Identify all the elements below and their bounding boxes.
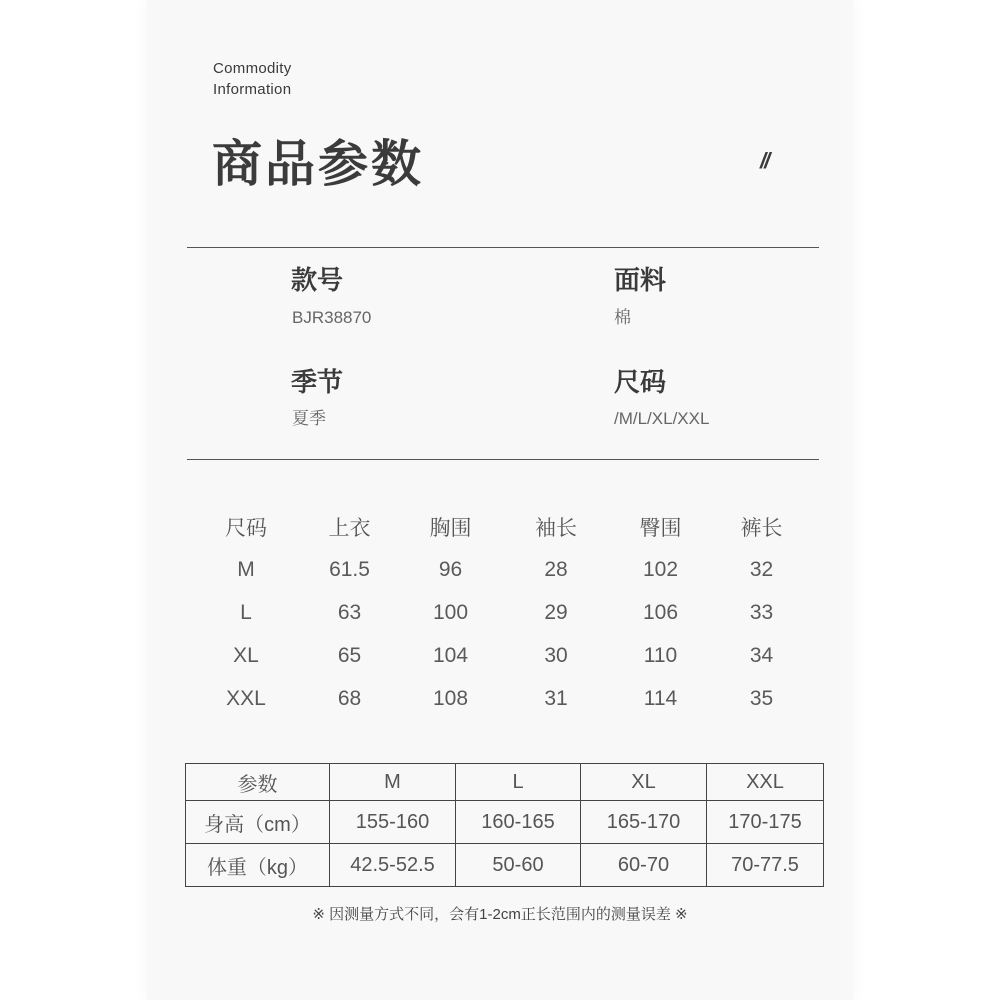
size-chart-cell: 104 xyxy=(432,643,469,667)
season-value: 夏季 xyxy=(292,409,326,428)
size-chart-header-cell: 袖长 xyxy=(535,516,577,540)
reference-table-cell: 60-70 xyxy=(581,844,707,887)
reference-table-cell: 50-60 xyxy=(456,844,581,887)
reference-table-cell: 160-165 xyxy=(456,801,581,844)
size-chart-cell: 65 xyxy=(337,643,362,667)
reference-table-row xyxy=(186,844,824,887)
reference-table-cell: 170-175 xyxy=(707,801,824,844)
size-chart-row xyxy=(190,548,810,591)
size-chart xyxy=(190,505,810,720)
reference-table-header-cell: XXL xyxy=(707,764,824,801)
size-chart-header-cell: 尺码 xyxy=(225,516,267,540)
reference-table-cell: 42.5-52.5 xyxy=(330,844,456,887)
size-chart-cell: 106 xyxy=(642,600,679,624)
body-reference-table xyxy=(185,763,824,887)
size-chart-cell: 102 xyxy=(642,557,679,581)
size-chart-cell: 28 xyxy=(544,557,568,581)
reference-table-header-cell: L xyxy=(456,764,581,801)
size-chart-cell: 32 xyxy=(749,557,774,581)
size-chart-row xyxy=(190,677,810,720)
fabric-label: 面料 xyxy=(614,265,667,295)
size-chart-cell: 29 xyxy=(544,600,568,624)
size-chart-cell: L xyxy=(240,600,252,624)
size-chart-cell: 96 xyxy=(438,557,463,581)
size-chart-cell: 35 xyxy=(749,686,774,710)
size-chart-cell: M xyxy=(237,557,255,581)
size-chart-row xyxy=(190,634,810,677)
measurement-note: ※ 因测量方式不同，会有1-2cm正长范围内的测量误差 ※ xyxy=(312,906,688,923)
reference-table-row xyxy=(186,801,824,844)
divider-bottom xyxy=(187,459,819,460)
reference-table-cell: 165-170 xyxy=(581,801,707,844)
divider-top xyxy=(187,247,819,248)
size-chart-cell: 68 xyxy=(337,686,362,710)
season-label: 季节 xyxy=(291,367,344,397)
page-title: 商品参数 xyxy=(212,136,424,192)
reference-table-cell: 70-77.5 xyxy=(707,844,824,887)
size-chart-cell: XXL xyxy=(226,686,266,710)
style-number-value: BJR38870 xyxy=(292,308,372,327)
size-chart-cell: 114 xyxy=(643,686,678,710)
size-chart-cell: 33 xyxy=(749,600,774,624)
size-chart-cell: 34 xyxy=(749,643,774,667)
size-chart-cell: XL xyxy=(233,643,259,667)
reference-table-cell: 155-160 xyxy=(330,801,456,844)
decorative-slash: // xyxy=(760,148,769,173)
size-chart-header-cell: 裤长 xyxy=(740,516,783,540)
english-title-line2: Information xyxy=(213,81,292,98)
english-title xyxy=(213,58,292,100)
size-chart-cell: 63 xyxy=(337,600,362,624)
size-value: /M/L/XL/XXL xyxy=(614,409,710,428)
size-chart-cell: 108 xyxy=(432,686,469,710)
reference-table-header-cell: M xyxy=(330,764,456,801)
style-number-label: 款号 xyxy=(291,265,344,295)
size-chart-cell: 30 xyxy=(544,643,568,667)
size-chart-cell: 100 xyxy=(432,600,469,624)
size-label: 尺码 xyxy=(614,367,667,397)
reference-table-cell: 身高（cm） xyxy=(186,801,330,844)
size-chart-cell: 110 xyxy=(643,643,678,667)
fabric-value: 棉 xyxy=(614,308,631,327)
reference-table-header-cell: 参数 xyxy=(186,764,330,801)
size-chart-header-cell: 上衣 xyxy=(328,516,371,540)
size-chart-header-cell: 臀围 xyxy=(639,516,682,540)
size-chart-header xyxy=(190,505,810,548)
reference-table-header-cell: XL xyxy=(581,764,707,801)
size-chart-header-cell: 胸围 xyxy=(429,516,472,540)
english-title-line1: Commodity xyxy=(213,60,292,77)
reference-table-cell: 体重（kg） xyxy=(186,844,330,887)
reference-table-header xyxy=(186,764,824,801)
size-chart-cell: 61.5 xyxy=(329,557,370,581)
size-chart-row xyxy=(190,591,810,634)
size-chart-cell: 31 xyxy=(544,686,568,710)
